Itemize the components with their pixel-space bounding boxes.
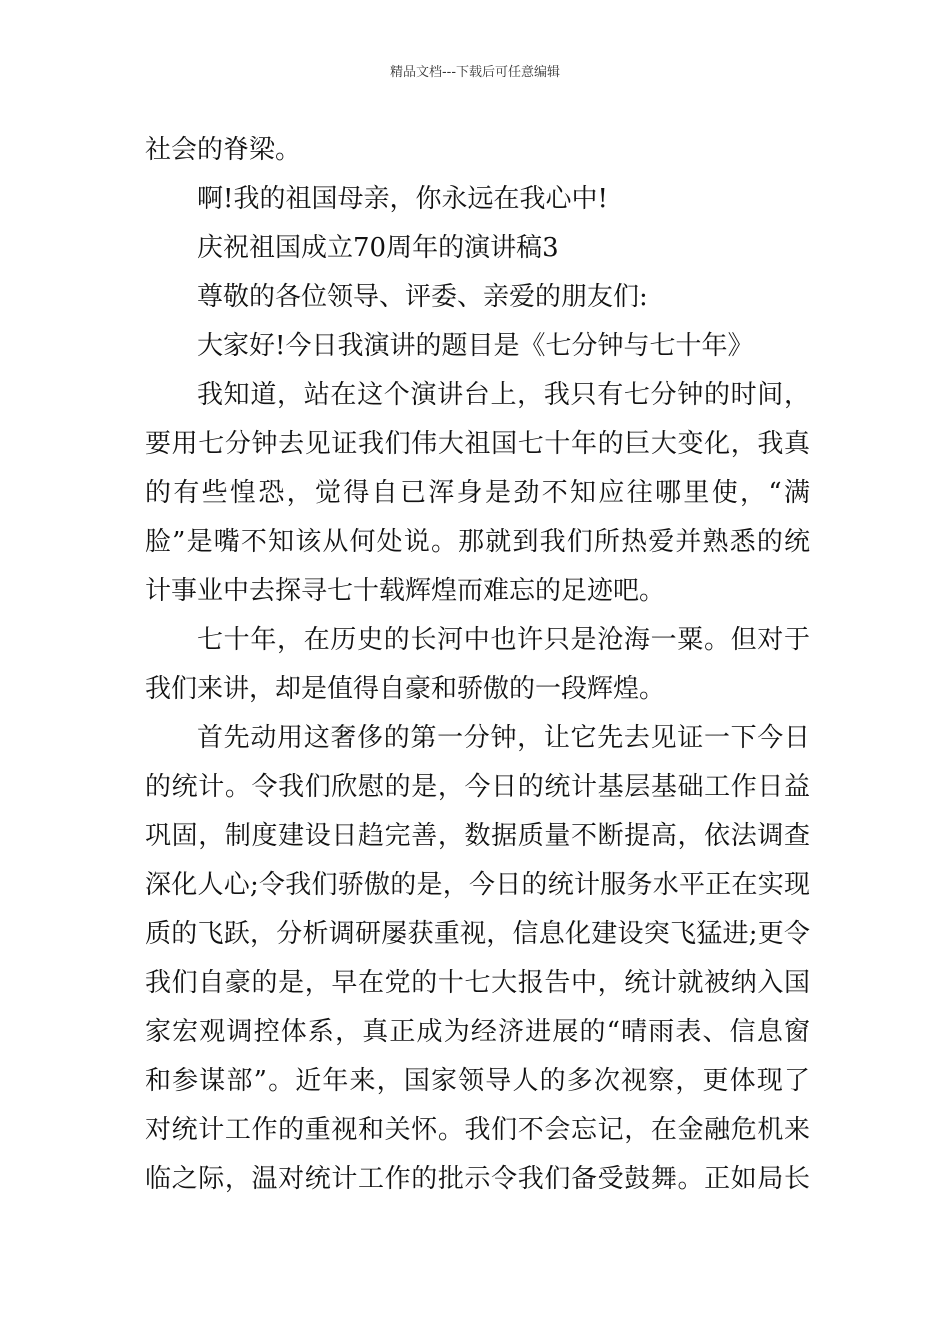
text-line: 我知道，站在这个演讲台上，我只有七分钟的时间， [197, 380, 810, 410]
text-line: 深化人心;令我们骄傲的是，今日的统计服务水平正在实现 [145, 870, 810, 900]
page-header: 精品文档---下载后可任意编辑 [389, 65, 561, 80]
text-line: 对统计工作的重视和关怀。我们不会忘记，在金融危机来 [145, 1115, 810, 1145]
text-line: 家宏观调控体系，真正成为经济进展的“晴雨表、信息窗 [145, 1017, 810, 1047]
text-line: 七十年，在历史的长河中也许只是沧海一粟。但对于 [197, 625, 810, 655]
text-line: 我们来讲，却是值得自豪和骄傲的一段辉煌。 [145, 674, 666, 704]
text-line: 的统计。令我们欣慰的是，今日的统计基层基础工作日益 [145, 772, 810, 802]
text-line: 尊敬的各位领导、评委、亲爱的朋友们: [197, 282, 648, 312]
text-line: 质的飞跃，分析调研屡获重视，信息化建设突飞猛进;更令 [145, 919, 810, 949]
text-line: 啊!我的祖国母亲，你永远在我心中! [197, 184, 608, 214]
text-line: 和参谋部”。近年来，国家领导人的多次视察，更体现了 [145, 1066, 810, 1096]
text-line: 计事业中去探寻七十载辉煌而难忘的足迹吧。 [145, 576, 666, 606]
text-line: 临之际，温对统计工作的批示令我们备受鼓舞。正如局长 [145, 1164, 810, 1194]
text-line: 社会的脊梁。 [145, 135, 302, 165]
text-line: 我们自豪的是，早在党的十七大报告中，统计就被纳入国 [145, 968, 810, 998]
text-line: 大家好!今日我演讲的题目是《七分钟与七十年》 [197, 331, 754, 361]
text-line: 要用七分钟去见证我们伟大祖国七十年的巨大变化，我真 [145, 429, 810, 459]
text-line: 首先动用这奢侈的第一分钟，让它先去见证一下今日 [197, 723, 810, 753]
document-body [145, 126, 810, 1204]
text-line: 巩固，制度建设日趋完善，数据质量不断提高，依法调查 [145, 821, 810, 851]
text-line: 脸”是嘴不知该从何处说。那就到我们所热爱并熟悉的统 [145, 527, 810, 557]
text-line: 庆祝祖国成立70周年的演讲稿3 [197, 233, 559, 263]
text-line: 的有些惶恐，觉得自已浑身是劲不知应往哪里使，“满 [145, 478, 810, 508]
